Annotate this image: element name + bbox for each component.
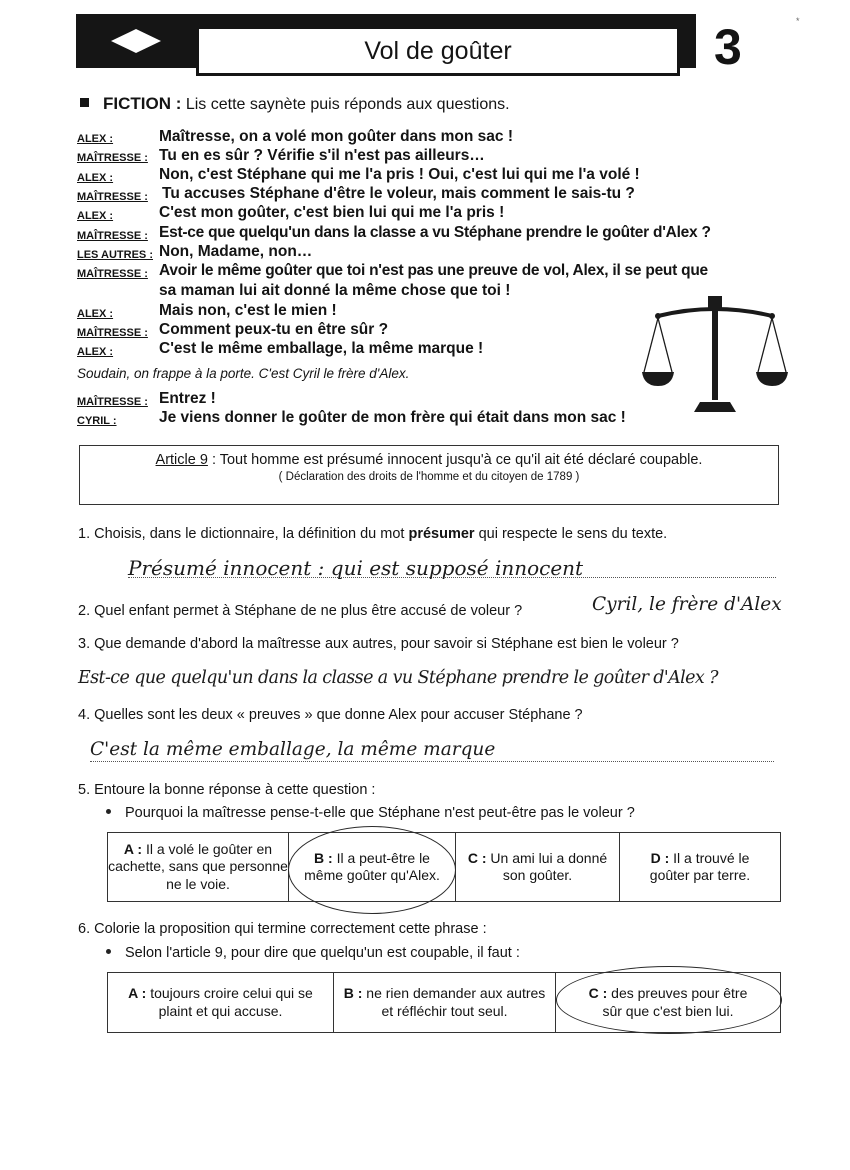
option-c[interactable]: C : Un ami lui a donné son goûter.: [456, 833, 620, 901]
option-c[interactable]: C : des preuves pour être sûr que c'est bien lui.: [588, 985, 748, 1019]
diamond-icon: [110, 28, 162, 54]
option-d[interactable]: D : Il a trouvé le goûter par terre.: [649, 849, 751, 883]
article-text: : Tout homme est présumé innocent jusqu'à ce qu'il ait été déclaré coupable.: [207, 452, 703, 468]
article-ref: Article 9: [155, 452, 208, 468]
scales-of-justice-icon: [640, 290, 790, 420]
dialogue-line-continued: sa maman lui ait donné la même chose que toi !: [159, 282, 511, 299]
handwritten-answer[interactable]: Présumé innocent : qui est supposé innocent: [128, 556, 584, 580]
question-5-bullet: Pourquoi la maîtresse pense-t-elle que Stéphane n'est peut-être pas le voleur ?: [106, 805, 635, 821]
speaker-label: ALEX :: [77, 172, 114, 184]
article-source: ( Déclaration des droits de l'homme et du citoyen de 1789 ): [278, 471, 580, 483]
dialogue-line: Maîtresse, on a volé mon goûter dans mon sac !: [159, 128, 514, 145]
handwritten-answer[interactable]: Est-ce que quelqu'un dans la classe a vu Stéphane prendre le goûter d'Alex ?: [78, 668, 718, 688]
option-b[interactable]: B : ne rien demander aux autres et réfléchir tout seul.: [334, 973, 556, 1032]
question-2: 2. Quel enfant permet à Stéphane de ne plus être accusé de voleur ?: [78, 603, 523, 619]
question-1: 1. Choisis, dans le dictionnaire, la définition du mot présumer qui respecte le sens du texte.: [78, 526, 668, 542]
dialogue-line: Tu accuses Stéphane d'être le voleur, mais comment le sais-tu ?: [162, 185, 635, 202]
speaker-label: MAÎTRESSE :: [77, 191, 148, 203]
intro-text: Lis cette saynète puis réponds aux questions.: [185, 96, 510, 113]
dialogue-line: Avoir le même goûter que toi n'est pas une preuve de vol, Alex, il se peut que: [159, 262, 708, 279]
question-5: 5. Entoure la bonne réponse à cette question :: [78, 782, 376, 798]
page-number: 3: [714, 19, 742, 75]
dialogue-line: Non, c'est Stéphane qui me l'a pris ! Oui, c'est lui qui me l'a volé !: [159, 166, 640, 183]
corner-mark: *: [796, 16, 800, 26]
page-title-box: [196, 26, 680, 76]
speaker-label: ALEX :: [77, 308, 114, 320]
speaker-label: MAÎTRESSE :: [77, 152, 148, 164]
question-4: 4. Quelles sont les deux « preuves » que donne Alex pour accuser Stéphane ?: [78, 707, 583, 723]
dialogue-line: Tu en es sûr ? Vérifie s'il n'est pas ailleurs…: [159, 147, 485, 164]
speaker-label: MAÎTRESSE :: [77, 268, 148, 280]
dialogue-line: Je viens donner le goûter de mon frère qui était dans mon sac !: [159, 409, 626, 426]
handwritten-answer[interactable]: Cyril, le frère d'Alex: [592, 594, 782, 615]
answer-circle: [288, 826, 456, 914]
article-box: [79, 445, 779, 505]
dialogue-line: Est-ce que quelqu'un dans la classe a vu Stéphane prendre le goûter d'Alex ?: [159, 224, 711, 241]
dialogue-line: Comment peux-tu en être sûr ?: [159, 321, 389, 338]
speaker-label: ALEX :: [77, 133, 114, 145]
option-a[interactable]: A : Il a volé le goûter en cachette, sans que personne ne le voie.: [108, 833, 289, 901]
option-a[interactable]: A : toujours croire celui qui se plaint et qui accuse.: [108, 973, 334, 1032]
bullet-icon: [106, 949, 111, 954]
speaker-label: ALEX :: [77, 210, 114, 222]
dialogue-line: C'est mon goûter, c'est bien lui qui me l'a pris !: [159, 204, 505, 221]
dialogue-line: Non, Madame, non…: [159, 243, 313, 260]
dialogue-line: Mais non, c'est le mien !: [159, 302, 337, 319]
speaker-label: MAÎTRESSE :: [77, 230, 148, 242]
answer-circle: [556, 966, 782, 1034]
question-6: 6. Colorie la proposition qui termine correctement cette phrase :: [78, 921, 487, 937]
square-bullet-icon: [80, 98, 89, 107]
dialogue-line: C'est le même emballage, la même marque !: [159, 340, 484, 357]
keyword: présumer: [408, 526, 475, 542]
intro-label: FICTION :: [103, 94, 182, 113]
speaker-label: LES AUTRES :: [77, 249, 153, 261]
answer-line: [90, 761, 774, 762]
option-b[interactable]: B : Il a peut-être le même goûter qu'Alex.: [289, 833, 456, 901]
speaker-label: CYRIL :: [77, 415, 117, 427]
question-6-bullet: Selon l'article 9, pour dire que quelqu'un est coupable, il faut :: [106, 945, 520, 961]
dialogue-line: Entrez !: [159, 390, 216, 407]
stage-direction: Soudain, on frappe à la porte. C'est Cyril le frère d'Alex.: [77, 366, 410, 381]
speaker-label: MAÎTRESSE :: [77, 327, 148, 339]
page-title: Vol de goûter: [364, 36, 512, 65]
bullet-icon: [106, 809, 111, 814]
article-line: [80, 452, 778, 468]
question-3: 3. Que demande d'abord la maîtresse aux autres, pour savoir si Stéphane est bien le voleur ?: [78, 636, 679, 652]
speaker-label: ALEX :: [77, 346, 114, 358]
speaker-label: MAÎTRESSE :: [77, 396, 148, 408]
handwritten-answer[interactable]: C'est la même emballage, la même marque: [90, 739, 496, 760]
intro: [80, 94, 510, 114]
